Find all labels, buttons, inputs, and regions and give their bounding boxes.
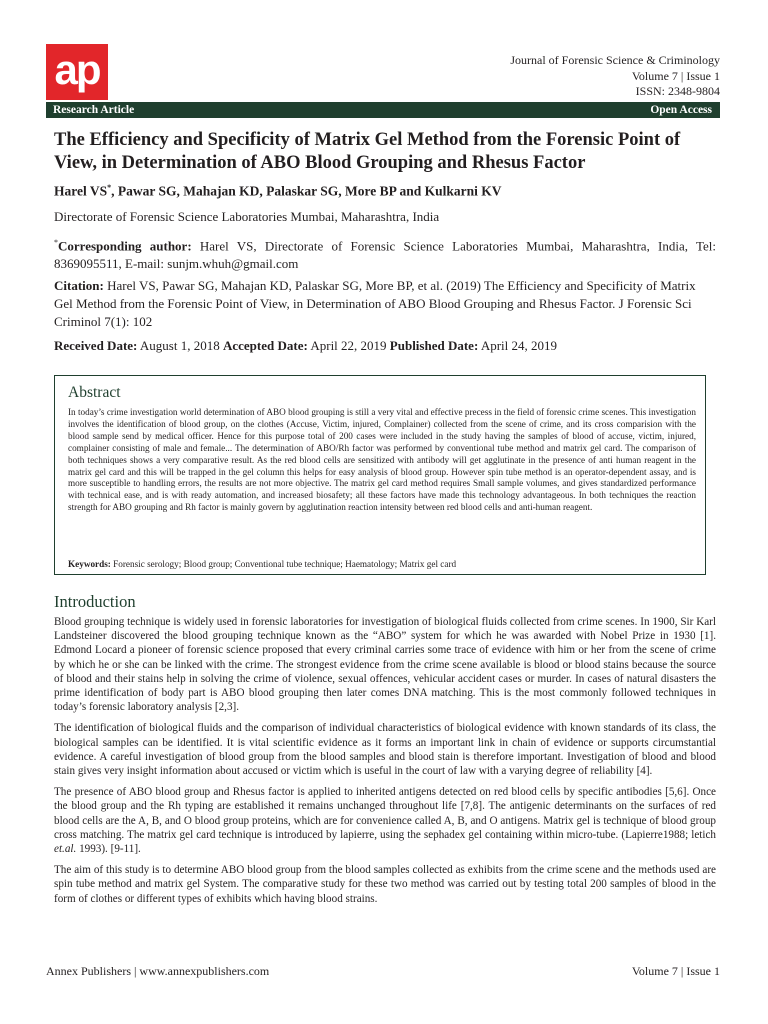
logo-text: ap: [54, 46, 100, 93]
received-label: Received Date:: [54, 338, 138, 353]
abstract-text: In today’s crime investigation world determination of ABO blood grouping is still a very vital and effective precess in the field of forensic crime scenes. This investigation involves the identification of blood group, on the clothes (Accuse, Victim, injured, Complainer) collected from the scene of crime, and its cross comparision with the blood sample send by medical officer. Hence for this purpose total of 200 cases were included in the study having the samples of blood of accuse, victim, injured, complainer consisting of male and female... The determination of ABO/Rh factor was performed by conventional tube method and matrix gel card. The comparison of both techniques shows a very comparative result. As the red blood cells are sensitized with antibody will get agglutinate in the presence of anti human reagent in the matrix gel card and this will be trapped in the gel column this helps for easy analysis of blood group. However spin tube method is an operator-dependent assay, and is more susceptible to handling errors, the results are not more objective. The matrix gel card method requires Small sample volumes, and gives standardized performance with technical ease, and is with ready automation, and increased biosafety; all these factors have made this technology advantageous. In both techniques the reaction strength for ABO grouping and Rh factor is mainly govern by agglutination reaction intensity between red blood cells and anti-human reagent.: [68, 407, 696, 513]
intro-paragraph-1: Blood grouping technique is widely used in forensic laboratories for investigation of biological fluids collected from crime scenes. In 1900, Sir Karl Landsteiner discovered the blood grouping technique known as the “ABO” system for which he was awarded with Nobel Prize in 1930 [1]. Edmond Locard a pioneer of forensic science proposed that every criminal carries some trace of evidence with him or her from the scene of crime by which he or she can be linked with the crime. The strongest evidence from the crime scene available is blood or blood stains because the source of blood and their stains help in solving the crime of violence, sexual offences, vehicular accident cases or murder. In cases of natural disasters the prime identification of body part is ABO blood grouping then later comes DNA matching. This is the most commonly followed techniques in today’s forensic laboratory analysis [2,3].: [54, 616, 716, 714]
article-type-bar: [46, 102, 720, 118]
keywords: [68, 559, 456, 569]
first-author: Harel VS: [54, 183, 108, 199]
other-authors: , Pawar SG, Mahajan KD, Palaskar SG, More BP and Kulkarni KV: [111, 183, 502, 199]
published-label: Published Date:: [389, 338, 479, 353]
intro-p3-etal: et.al.: [54, 843, 77, 856]
published-date: April 24, 2019: [478, 338, 558, 353]
article-dates: [54, 338, 557, 354]
intro-paragraph-2: The identification of biological fluids and the comparison of individual characteristics of biological evidence with known standards of its class, the biological samples can be identified. It is vital scientific evidence as it forms an important link in chain of evidence or supports circumstantial evidence. A careful investigation of blood group from the blood samples and blood stain is therefore important. Investigation of blood and blood stain gives very insight information about accused or victim which is useful in the court of law with a varying degree of reliability [4].: [54, 722, 716, 778]
received-date: August 1, 2018: [137, 338, 223, 353]
access-type: Open Access: [650, 104, 712, 116]
abstract-box: [54, 375, 706, 575]
corresponding-mark: *: [54, 238, 58, 247]
journal-info: [510, 53, 720, 100]
accepted-date: April 22, 2019: [307, 338, 390, 353]
paper-title: The Efficiency and Specificity of Matrix Gel Method from the Forensic Point of View, in Determination of ABO Blood Grouping and Rhesus Factor: [54, 130, 681, 173]
intro-p3-part-a: The presence of ABO blood group and Rhesus factor is applied to inherited antigens detected on red blood cells by specific antibodies [5,6]. Once the blood group and the Rh typing are established it remains unchanged throughout life [7,8]. The antigenic determinants on the surfaces of red blood cells are the A, B, and O blood group proteins, which are for convenience called A, B, and O antigens. Matrix gel is technique of blood group cross matching. The matrix gel card technique is introduced by lapierre, using the sephadex gel containing within micro-tube. (Lapierre1988; letich: [54, 786, 716, 841]
corresponding-text: Harel VS, Directorate of Forensic Science Laboratories Mumbai, Maharashtra, India, Tel: 8369095511, E-mail: sunjm.whuh@gmail.com: [54, 238, 717, 272]
journal-volume-issue: Volume 7 | Issue 1: [631, 68, 720, 83]
citation-text: Harel VS, Pawar SG, Mahajan KD, Palaskar SG, More BP, et al. (2019) The Efficiency and Specificity of Matrix Gel Method from the Forensic Point of View, in Determination of ABO Blood Grouping and Rhesus Factor. J Forensic Sci Criminol 7(1): 102: [54, 278, 696, 329]
journal-issn: ISSN: 2348-9804: [635, 84, 720, 98]
journal-name: Journal of Forensic Science & Criminology: [510, 53, 720, 67]
footer-volume: Volume 7 | Issue 1: [631, 964, 720, 978]
keywords-text: Forensic serology; Blood group; Conventional tube technique; Haematology; Matrix gel card: [110, 559, 457, 569]
author-mark: *: [107, 183, 112, 192]
abstract-heading: Abstract: [68, 384, 121, 401]
accepted-label: Accepted Date:: [222, 338, 308, 353]
corresponding-label: Corresponding author:: [58, 238, 192, 254]
intro-paragraph-4: The aim of this study is to determine ABO blood group from the blood samples collected as exhibits from the crime scene and the methods used are spin tube method and matrix gel System. The comparative study for these two method was carried out by testing total 200 samples of blood in the form of clothes or different types of exhibits which having blood strains.: [54, 864, 716, 905]
article-type: Research Article: [53, 104, 135, 116]
introduction-body: [54, 615, 716, 913]
affiliation: Directorate of Forensic Science Laboratories Mumbai, Maharashtra, India: [54, 209, 440, 224]
intro-p3-part-b: 1993). [9-11].: [76, 843, 141, 856]
publisher-logo: [46, 44, 108, 100]
keywords-label: Keywords:: [68, 559, 111, 569]
citation-label: Citation:: [54, 278, 104, 293]
corresponding-author: [54, 234, 716, 273]
footer-publisher: Annex Publishers | www.annexpublishers.com: [46, 964, 270, 978]
citation: [54, 277, 716, 331]
author-list: [54, 183, 502, 200]
intro-paragraph-3: [54, 785, 716, 856]
introduction-heading: Introduction: [54, 592, 136, 611]
